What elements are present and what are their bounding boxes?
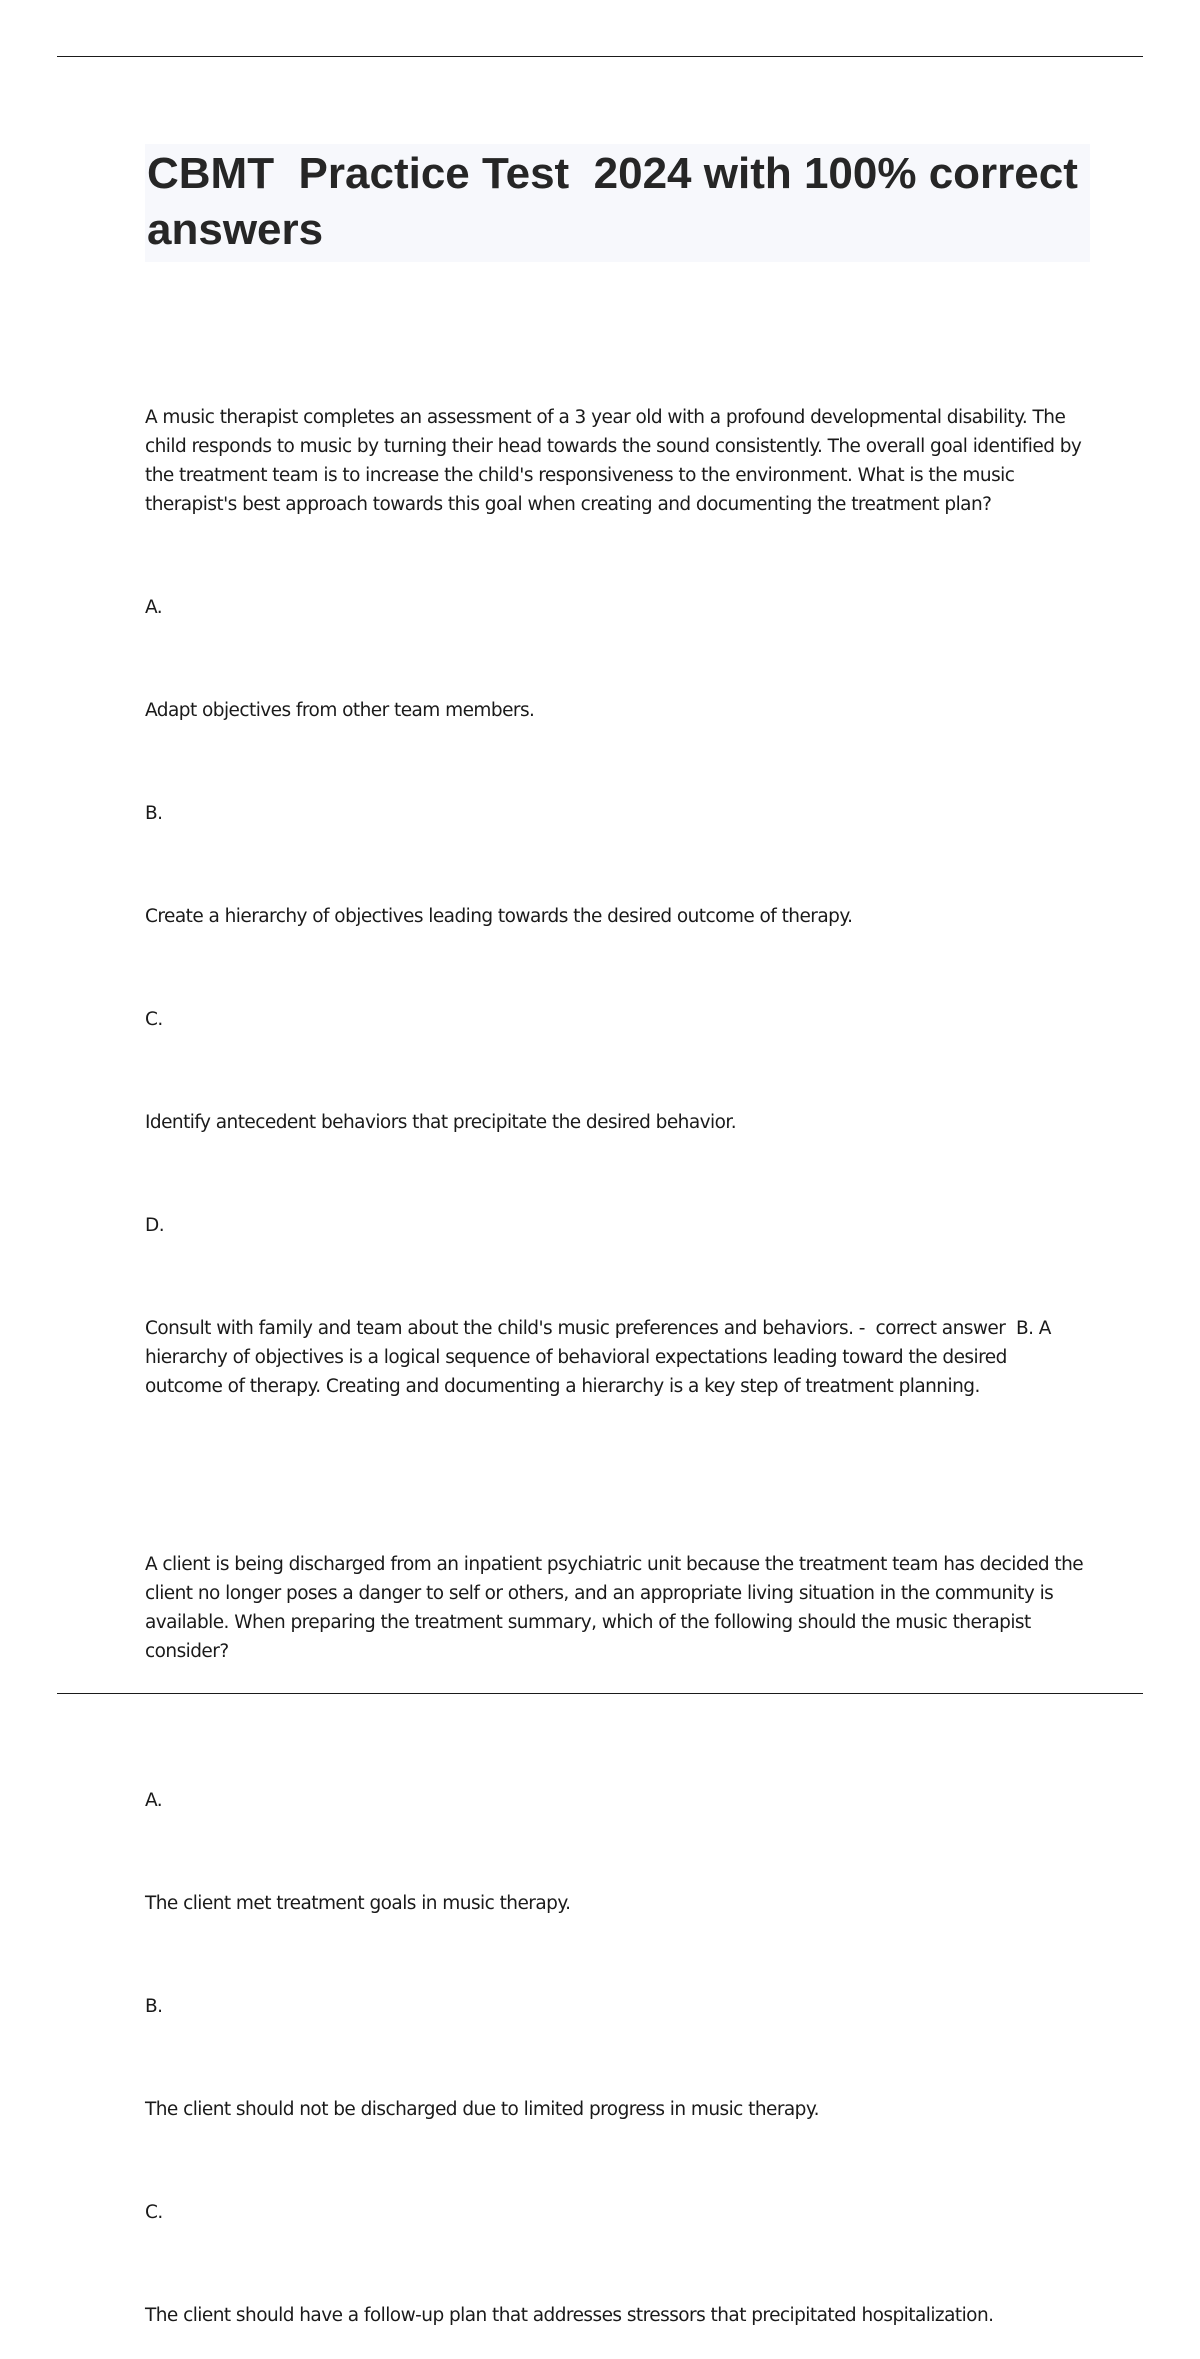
question-2-option-c-letter: C. [145, 2202, 163, 2223]
question-1-option-a-text: Adapt objectives from other team members. [145, 700, 535, 721]
question-2-option-b-text: The client should not be discharged due to limited progress in music therapy. [145, 2099, 819, 2120]
document-title: CBMT Practice Test 2024 with 100% correct answers [147, 149, 1091, 254]
question-1-option-a-letter: A. [145, 597, 163, 618]
question-2-option-b-letter: B. [145, 1996, 163, 2017]
bottom-rule [57, 1693, 1143, 1694]
question-2-option-a-text: The client met treatment goals in music therapy. [145, 1893, 571, 1914]
question-1-option-c-text: Identify antecedent behaviors that precipitate the desired behavior. [145, 1112, 737, 1133]
question-1-option-d-letter: D. [145, 1215, 165, 1236]
top-rule [57, 56, 1143, 57]
question-1-option-b-text: Create a hierarchy of objectives leading towards the desired outcome of therapy. [145, 906, 853, 927]
question-2-option-a-letter: A. [145, 1790, 163, 1811]
title-box [145, 144, 1090, 262]
question-2-stem: A client is being discharged from an inpatient psychiatric unit because the treatment team has decided the client no longer poses a danger to self or others, and an appropriate living situation in the community is available. When preparing the treatment summary, which of the following should the music therapist consider? [145, 1554, 1089, 1662]
question-2-option-c-text: The client should have a follow-up plan that addresses stressors that precipitated hospitalization. [145, 2305, 994, 2326]
question-1-option-b-letter: B. [145, 803, 163, 824]
question-1-option-d-text-with-answer: Consult with family and team about the child's music preferences and behaviors. - correct answer B. A hierarchy of objectives is a logical sequence of behavioral expectations leading toward the desired outcome of therapy. Creating and documenting a hierarchy is a key step of treatment planning. [145, 1318, 1057, 1397]
question-1-stem: A music therapist completes an assessment of a 3 year old with a profound developmental disability. The child responds to music by turning their head towards the sound consistently. The overall goal identified by the treatment team is to increase the child's responsiveness to the environment. What is the music therapist's best approach towards this goal when creating and documenting the treatment plan? [145, 407, 1087, 515]
question-1-option-c-letter: C. [145, 1009, 163, 1030]
document-body [145, 345, 1089, 2359]
